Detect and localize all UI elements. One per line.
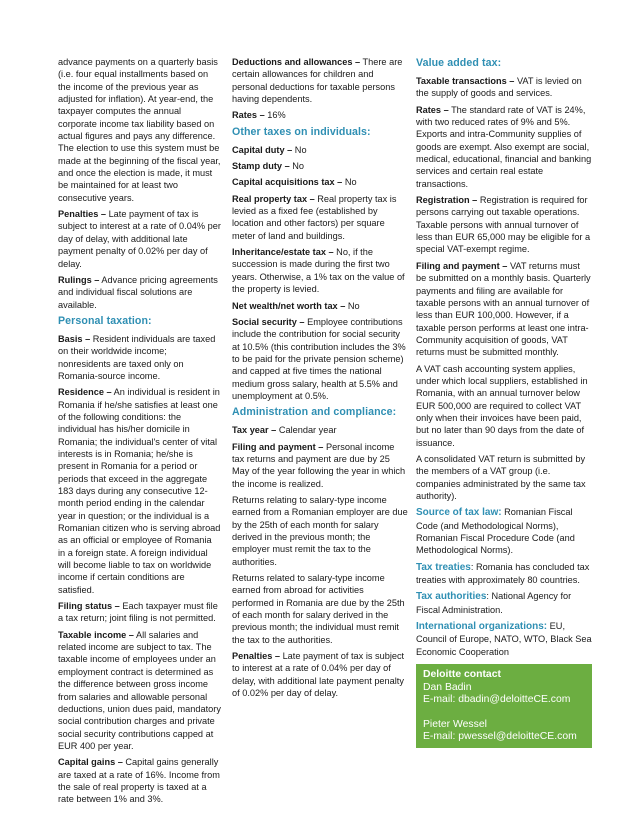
penalties-paragraph [58,208,221,270]
contact-name-2: Pieter Wessel [423,718,487,730]
capital-gains-text: Capital gains generally are taxed at a rate of 16%. Income from the sale of real property is taxed at a rate between 1% and 3%. [58,757,220,805]
residence-label: Residence – [58,387,112,398]
basis-paragraph [58,333,221,382]
rulings-paragraph [58,274,221,311]
vat-heading: Value added tax: [416,57,502,69]
column-middle [232,56,408,703]
vat-filing-paragraph [416,260,592,359]
vat-cash-paragraph: A VAT cash accounting system applies, under which local suppliers, established in Romania, with an annual turnover below EUR 500,000 are required to collect VAT only when their invoices have been paid, but no later than 90 days from the date of issuance. [416,363,588,448]
other-taxes-heading: Other taxes on individuals: [232,125,371,138]
advance-payments-paragraph: advance payments on a quarterly basis (i.e. four equal installments based on the income of the previous year as adjusted for inflation). At year-end, the taxpayer computes the annual corporate income tax liability based on actual figures and pays any difference. The election to use this system must be made at the beginning of the fiscal year, and once the election is made, it must be maintained for at least two consecutive years. [58,57,221,203]
real-property-paragraph [232,193,408,242]
vat-rates-paragraph [416,104,592,190]
capital-acquisitions-paragraph [232,176,408,188]
basis-label: Basis – [58,333,91,344]
administration-heading: Administration and compliance: [232,406,397,419]
taxable-income-paragraph [58,629,221,752]
taxable-income-label: Taxable income – [58,629,134,640]
taxable-transactions-label: Taxable transactions – [416,76,515,86]
penalties-label: Penalties – [58,209,107,220]
contact-name-1: Dan Badin [423,681,472,693]
vat-filing-label: Filing and payment – [416,260,508,271]
vat-rates-text: The standard rate of VAT is 24%, with two reduced rates of 9% and 5%. Exports and intra-Community supplies of goods are exempt. Also exempt are social, medical, educational, financial and banking services and certain real estate transactions. [416,104,592,189]
taxable-transactions-text: VAT is levied on the supply of goods and services. [416,76,582,99]
personal-taxation-heading: Personal taxation: [58,314,152,327]
tax-authorities-label: Tax authorities [416,591,487,603]
penalties-individual-label: Penalties – [232,651,281,662]
penalties-individual-text: Late payment of tax is subject to interest at a rate of 0.04% per day of delay, with additional late payment penalty of 0.02% per day of delay. [232,651,405,699]
contact-spacer [423,707,583,719]
tax-treaties-paragraph [416,561,592,587]
filing-status-text: Each taxpayer must file a tax return; joint filing is not permitted. [58,601,218,624]
contact-title: Deloitte contact [423,669,501,681]
tax-year-text: Calendar year [276,425,337,436]
taxable-income-text: All salaries and related income are subject to tax. The taxable income of employees under an employment contract is determined as the difference between gross income from salaries and allowable personal deductions, union dues paid, mandatory social contribution charges and private social security contributions capped at EUR 400 per year. [58,629,221,751]
tax-authorities-text: : National Agency for Fiscal Administration. [416,591,572,615]
rulings-text: Advance pricing agreements and individual fiscal solutions are available. [58,274,218,310]
stamp-duty-label: Stamp duty – [232,161,290,172]
column-left [58,56,221,810]
international-organizations-paragraph [416,620,592,658]
salary-abroad-paragraph: Returns related to salary-type income earned from abroad for activities performed in Romania are due by the 25th of each month for salary derived in the previous month; the individual must remit the tax to the authorities. [232,573,405,645]
vat-rates-label: Rates – [416,104,449,115]
source-of-tax-law-label: Source of tax law: [416,507,502,519]
social-security-label: Social security – [232,316,305,327]
deloitte-contact-box [416,664,592,748]
inheritance-paragraph [232,246,408,295]
capital-duty-text: No [292,144,307,155]
net-wealth-paragraph [232,300,408,312]
tax-authorities-paragraph [416,590,592,616]
column-right [416,56,592,748]
penalties-individual-paragraph [232,650,408,699]
penalties-text: Late payment of tax is subject to interest at a rate of 0.04% per day of delay, with additional late payment penalty of 0.02% per day of delay. [58,209,221,269]
tax-year-paragraph [232,424,408,436]
basis-text: Resident individuals are taxed on their worldwide income; nonresidents are taxed only on Romania-source income. [58,333,216,381]
real-property-text: Real property tax is levied as a fixed fee (established by location and other factors) per square meter of land and buildings. [232,193,397,241]
consolidated-vat-paragraph: A consolidated VAT return is submitted by the members of a VAT group (i.e. companies administrated by the same tax authority). [416,453,586,501]
social-security-paragraph [232,316,408,402]
deductions-label: Deductions and allowances – [232,57,361,67]
deductions-text: There are certain allowances for children and personal deductions for taxable persons having dependents. [232,57,403,105]
international-organizations-text: EU, Council of Europe, NATO, WTO, Black Sea Economic Cooperation [416,621,592,657]
inheritance-text: No, if the succession is made during the first two years. Otherwise, a 1% tax on the value of the property is levied. [232,247,405,295]
taxable-transactions-paragraph [416,75,592,100]
vat-filing-text: VAT returns must be submitted on a monthly basis. Quarterly payments and filing are available for taxable persons with an annual turnover of less than EUR 100,000. However, if a taxable person performs at least one intra-Community acquisition of goods, VAT returns must be submitted monthly. [416,260,591,358]
contact-email-1[interactable]: E-mail: dbadin@deloitteCE.com [423,694,571,706]
inheritance-label: Inheritance/estate tax – [232,247,334,258]
registration-label: Registration – [416,195,478,206]
filing-payment-paragraph [232,441,408,490]
source-of-tax-law-text: Romanian Fiscal Code (and Methodological Norms), Romanian Fiscal Procedure Code (and Methodological Norms). [416,507,575,556]
registration-paragraph [416,194,592,256]
tax-treaties-text: : Romania has concluded tax treaties with approximately 80 countries. [416,561,590,586]
rulings-label: Rulings – [58,274,100,285]
filing-status-label: Filing status – [58,601,120,612]
registration-text: Registration is required for persons carrying out taxable operations. Taxable persons with annual turnover of less than EUR 65,000 may be eligible for a special VAT-exempt regime. [416,195,591,255]
rates-label: Rates – [232,110,265,121]
real-property-label: Real property tax – [232,193,315,204]
stamp-duty-paragraph [232,160,408,172]
residence-paragraph [58,386,221,596]
capital-duty-label: Capital duty – [232,144,293,155]
rates-text: 16% [264,110,286,121]
net-wealth-label: Net wealth/net worth tax – [232,300,346,311]
net-wealth-text: No [345,300,360,311]
rates-paragraph [232,109,408,121]
capital-gains-paragraph [58,756,221,805]
capital-acquisitions-text: No [342,177,357,188]
capital-duty-paragraph [232,144,408,156]
source-of-tax-law-paragraph [416,506,592,556]
international-organizations-label: International organizations: [416,621,548,633]
social-security-text: Employee contributions include the contribution for social security at 10.5% (this contribution includes the 3% to be paid for the private pension scheme) and capped at five times the national medium gross salary, health at 5.5% and unemployment at 0.5%. [232,316,406,401]
filing-status-paragraph [58,600,221,625]
salary-returns-paragraph: Returns relating to salary-type income earned from a Romanian employer are due by the 25th of each month for salary derived in the previous month; the employer must remit the tax to the authorities. [232,494,408,567]
tax-year-label: Tax year – [232,425,277,436]
filing-payment-label: Filing and payment – [232,441,324,452]
stamp-duty-text: No [289,161,304,172]
residence-text: An individual is resident in Romania if he/she satisfies at least one of the following conditions: the individual has his/her domicile in Romania; the individual's center of vital interests is in Romania; he/she is present in Romania for a period or periods that exceed in the aggregate 183 days during any consecutive 12-month period ending in the calendar year in question; or the individual is a Romanian citizen who is serving abroad as an official or employee of Romania in a foreign state. A foreign individual will become liable to tax on worldwide income if certain conditions are satisfied. [58,387,221,595]
tax-treaties-label: Tax treaties [416,561,471,573]
capital-gains-label: Capital gains – [58,757,123,768]
capital-acquisitions-label: Capital acquisitions tax – [232,177,343,188]
deductions-paragraph [232,56,408,105]
contact-email-2[interactable]: E-mail: pwessel@deloitteCE.com [423,731,577,743]
filing-payment-text: Personal income tax returns and payment are due by 25 May of the year following the year in which the income is realized. [232,441,406,489]
